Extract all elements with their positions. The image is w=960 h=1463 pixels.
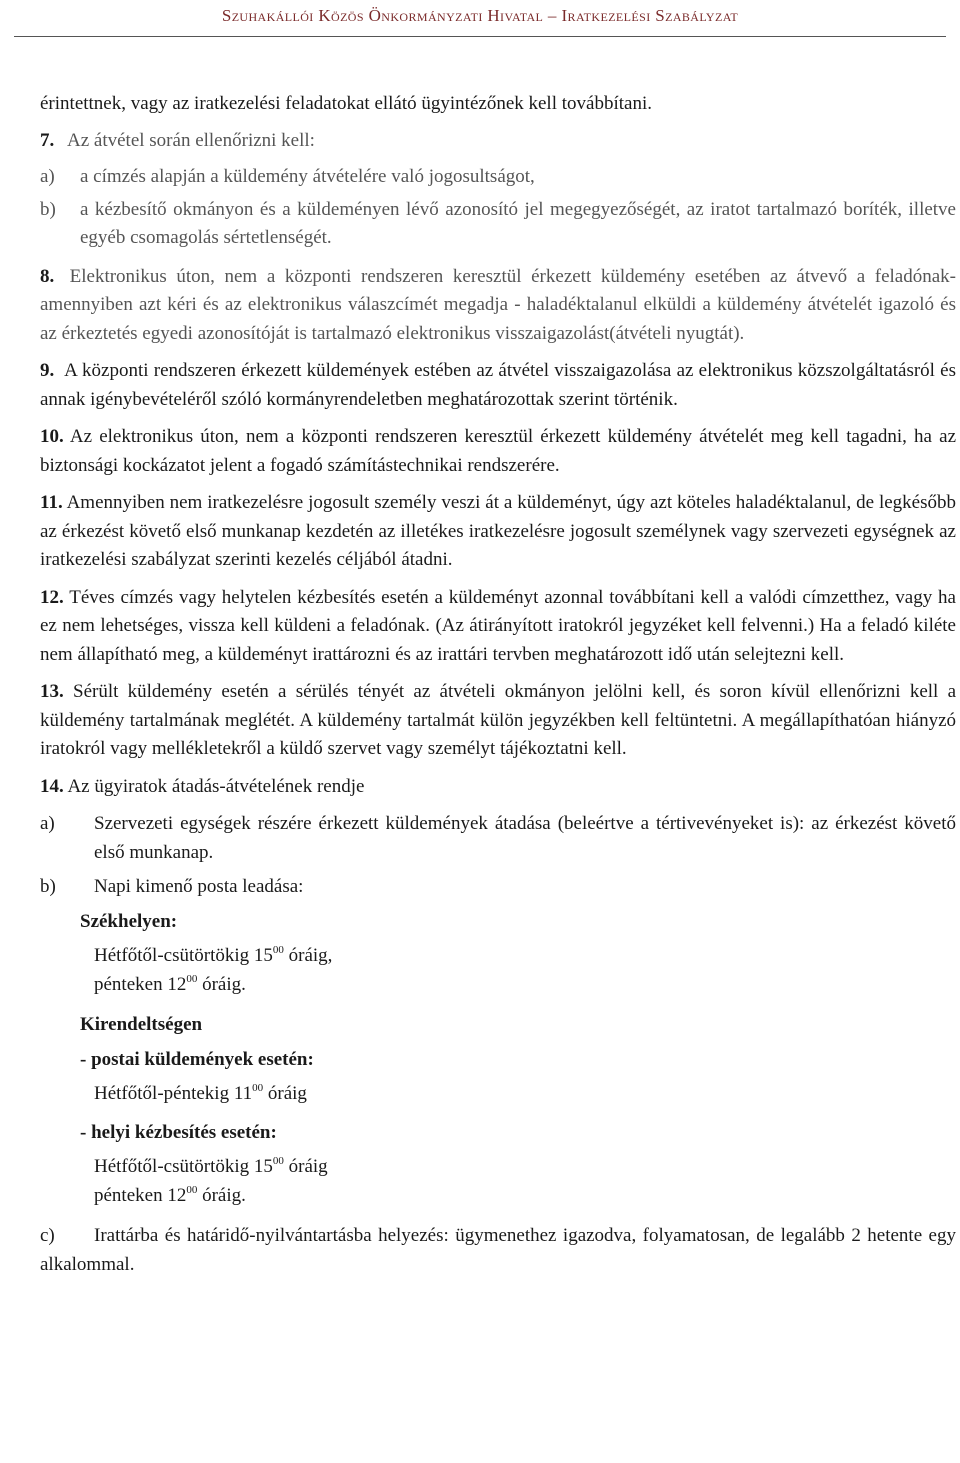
list-text: a kézbesítő okmányon és a küldeményen lévő azonosító jel megegyezőségét, az iratot tartalmazó boríték, illetve egyéb csomagolás sértetlenségét.: [80, 198, 956, 248]
section-text: Az ügyiratok átadás-átvételének rendje: [67, 775, 365, 797]
list-item: [40, 163, 956, 192]
helyi-heading: - helyi kézbesítés esetén:: [80, 1121, 277, 1143]
kirendeltseg-heading: Kirendeltségen: [80, 1014, 203, 1035]
section-text: Téves címzés vagy helytelen kézbesítés esetén a küldeményt azonnal továbbítani kell a valódi címzetthez, vagy ha ez nem lehetséges, vissza kell küldeni a feladónak. (Az átirányított iratokról jegyzéket kell felvenni.) Ha a feladó kiléte nem állapítható meg, a küldeményt irattározni és az irattári tervben meghatározott idő után selejtezni kell.: [40, 586, 956, 665]
section-number: 13.: [40, 681, 64, 702]
section-number: 7.: [40, 129, 55, 151]
section-number: 9.: [40, 360, 55, 381]
section-12: [40, 584, 956, 670]
section-13: [40, 678, 956, 764]
schedule-line: pénteken $12^{00}$ óráig.: [94, 972, 246, 995]
list-label: a): [40, 166, 55, 187]
section-7: [40, 127, 956, 253]
section-11: [40, 489, 956, 575]
section-14: [40, 773, 956, 1280]
section-number: 12.: [40, 586, 64, 608]
szekhely-heading: Székhelyen:: [80, 910, 178, 932]
section-text: Elektronikus úton, nem a központi rendszeren keresztül érkezett küldemény esetében az átvevő a feladónak- amennyiben azt kéri és az elektronikus válaszcímét megadja - haladéktalanul elküldi a küldemény átvételét igazoló és az érkeztetés egyedi azonosítóját is tartalmazó elektronikus visszaigazolást(átvételi nyugtát).: [40, 265, 956, 344]
section-9: [40, 357, 956, 414]
list-label: b): [40, 198, 56, 220]
section-text: A központi rendszeren érkezett küldemények estében az átvétel visszaigazolása az elektronikus közszolgáltatásról és annak igénybevételéről szóló kormányrendeletben meghatározottak szerint történik.: [40, 360, 956, 410]
section-number: 14.: [40, 775, 64, 797]
section-10: [40, 423, 956, 480]
section-8: [40, 263, 956, 349]
list-item: [40, 873, 956, 902]
schedule-line: pénteken $12^{00}$ óráig.: [94, 1183, 246, 1206]
list-text: Irattárba és határidő-nyilvántartásba helyezés: ügymenethez igazodva, folyamatosan, de legalább 2 hetente egy alkalommal.: [40, 1225, 956, 1275]
section-number: 10.: [40, 426, 64, 447]
list-label: a): [40, 813, 55, 834]
intro-line: érintettnek, vagy az iratkezelési feladatokat ellátó ügyintézőnek kell továbbítani.: [40, 93, 652, 114]
schedule-line: Hétfőtől-péntekig $11^{00}$ óráig: [94, 1082, 307, 1104]
section-text: Az elektronikus úton, nem a központi rendszeren keresztül érkezett küldemény átvételét meg kell tagadni, ha az biztonsági kockázatot jelent a fogadó számítástechnikai rendszerére.: [40, 426, 957, 476]
schedule-line: Hétfőtől-csütörtökig $15^{00}$ óráig: [94, 1155, 328, 1177]
list-text: Szervezeti egységek részére érkezett küldemények átadása (beleértve a tértivevényeket is): az érkezést követő első munkanap.: [94, 813, 956, 863]
section-number: 11.: [40, 492, 63, 513]
section-text: Az átvétel során ellenőrizni kell:: [67, 129, 315, 151]
section-number: 8.: [40, 265, 55, 287]
list-item: [40, 1222, 956, 1279]
list-item: [40, 196, 956, 253]
list-text: a címzés alapján a küldemény átvételére való jogosultságot,: [80, 166, 535, 187]
document-body: [40, 90, 956, 1279]
list-text: Napi kimenő posta leadása:: [94, 876, 304, 897]
page-header: Szuhakállói Közös Önkormányzati Hivatal – Iratkezelési Szabályzat: [221, 6, 739, 25]
section-text: Sérült küldemény esetén a sérülés tényét az átvételi okmányon jelölni kell, és soron kívül ellenőrizni kell a küldemény tartalmának meglétét. A küldemény tartalmát külön jegyzékben kell feltüntetni. A megállapíthatóan hiányzó iratokról vagy mellékletekről a küldő szervet vagy személyt tájékoztatni kell.: [40, 681, 957, 759]
header-divider: [14, 36, 946, 37]
section-text: Amennyiben nem iratkezelésre jogosult személy veszi át a küldeményt, úgy azt köteles haladéktalanul, de legkésőbb az érkezést követő első munkanap kezdetén az illetékes iratkezelésre jogosult személynek vagy szervezeti egységnek az iratkezelési szabályzat szerinti kezelés céljából átadni.: [40, 492, 956, 570]
list-item: [40, 810, 956, 867]
postai-heading: - postai küldemények esetén:: [80, 1048, 314, 1070]
list-label: b): [40, 876, 56, 897]
list-label: c): [40, 1225, 55, 1246]
schedule-line: Hétfőtől-csütörtökig $15^{00}$ óráig,: [94, 944, 333, 966]
